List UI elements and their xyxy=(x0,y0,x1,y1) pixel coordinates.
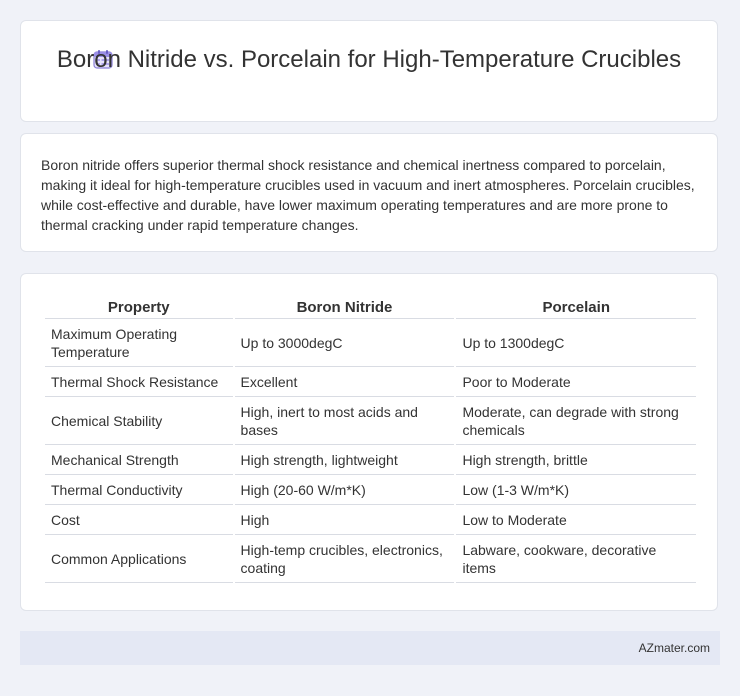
table-row xyxy=(45,367,696,397)
row-property: Mechanical Strength xyxy=(45,445,233,475)
row-boron-nitride: Up to 3000degC xyxy=(235,319,455,367)
table-header-row xyxy=(45,296,696,319)
column-header-property: Property xyxy=(45,296,233,319)
row-property: Thermal Shock Resistance xyxy=(45,367,233,397)
table-row xyxy=(45,397,696,445)
row-porcelain: Poor to Moderate xyxy=(456,367,696,397)
row-property: Chemical Stability xyxy=(45,397,233,445)
column-header-porcelain: Porcelain xyxy=(456,296,696,319)
row-boron-nitride: Excellent xyxy=(235,367,455,397)
column-header-boron-nitride: Boron Nitride xyxy=(235,296,455,319)
row-property: Common Applications xyxy=(45,535,233,583)
table-row xyxy=(45,535,696,583)
row-boron-nitride: High (20-60 W/m*K) xyxy=(235,475,455,505)
row-porcelain: High strength, brittle xyxy=(456,445,696,475)
table-row xyxy=(45,319,696,367)
table-row xyxy=(45,505,696,535)
table-row xyxy=(45,445,696,475)
footer-brand: AZmater.com xyxy=(638,641,710,655)
row-porcelain: Labware, cookware, decorative items xyxy=(456,535,696,583)
row-property: Thermal Conductivity xyxy=(45,475,233,505)
table-row xyxy=(45,475,696,505)
row-property: Maximum Operating Temperature xyxy=(45,319,233,367)
row-boron-nitride: High-temp crucibles, electronics, coating xyxy=(235,535,455,583)
title-card xyxy=(20,20,718,122)
page-title: Boron Nitride vs. Porcelain for High-Temperature Crucibles xyxy=(56,46,682,73)
row-porcelain: Up to 1300degC xyxy=(456,319,696,367)
row-boron-nitride: High strength, lightweight xyxy=(235,445,455,475)
footer xyxy=(20,631,720,665)
row-porcelain: Moderate, can degrade with strong chemicals xyxy=(456,397,696,445)
row-boron-nitride: High, inert to most acids and bases xyxy=(235,397,455,445)
comparison-card xyxy=(20,273,718,611)
comparison-table xyxy=(43,296,698,583)
intro-paragraph: Boron nitride offers superior thermal shock resistance and chemical inertness compared to porcelain, making it ideal for high-temperature crucibles used in vacuum and inert atmospheres. Porcelain crucibles, while cost-effective and durable, have lower maximum operating temperatures and are more prone to thermal cracking under rapid temperature changes. xyxy=(41,157,695,233)
row-boron-nitride: High xyxy=(235,505,455,535)
row-property: Cost xyxy=(45,505,233,535)
row-porcelain: Low to Moderate xyxy=(456,505,696,535)
intro-card xyxy=(20,133,718,252)
row-porcelain: Low (1-3 W/m*K) xyxy=(456,475,696,505)
